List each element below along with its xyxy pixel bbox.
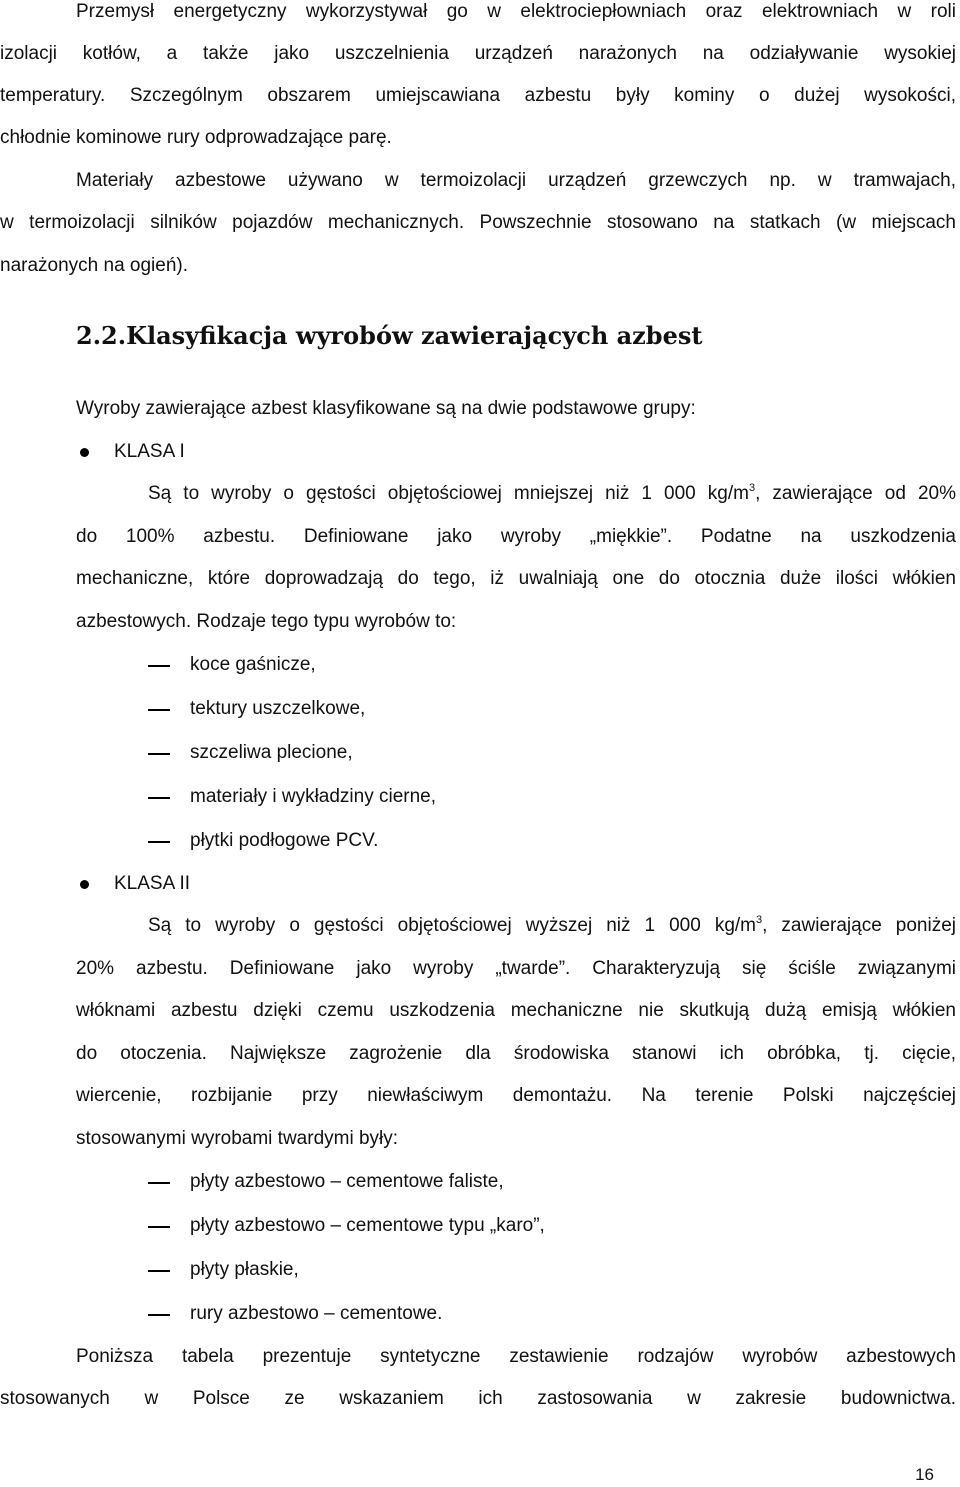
paragraph-line: do otoczenia. Największe zagrożenie dla środowiska stanowi ich obróbka, tj. cięcie,: [76, 1043, 956, 1064]
paragraph-line: w termoizolacji silników pojazdów mechanicznych. Powszechnie stosowano na statkach (w miejscach: [0, 212, 956, 233]
paragraph-line: włóknami azbestu dzięki czemu uszkodzenia mechaniczne nie skutkują dużą emisją włókien: [76, 1000, 956, 1021]
dash-icon: [148, 841, 170, 843]
class-title: KLASA I: [114, 441, 185, 462]
paragraph-line: Przemysł energetyczny wykorzystywał go w elektrociepłowniach oraz elektrowniach w roli: [76, 1, 956, 22]
list-item: płytki podłogowe PCV.: [190, 830, 379, 851]
list-item: rury azbestowo – cementowe.: [190, 1303, 443, 1324]
bullet-icon: [80, 448, 89, 457]
list-item: szczeliwa plecione,: [190, 742, 353, 763]
dash-icon: [148, 753, 170, 755]
dash-icon: [148, 709, 170, 711]
dash-icon: [148, 665, 170, 667]
paragraph-line: Materiały azbestowe używano w termoizolacji urządzeń grzewczych np. w tramwajach,: [76, 170, 956, 191]
list-item: płyty płaskie,: [190, 1259, 299, 1280]
list-item: płyty azbestowo – cementowe faliste,: [190, 1171, 504, 1192]
bullet-icon: [80, 880, 89, 889]
dash-icon: [148, 1226, 170, 1228]
paragraph-line: izolacji kotłów, a także jako uszczelnienia urządzeń narażonych na odziaływanie wysokiej: [0, 43, 956, 64]
paragraph-line: azbestowych. Rodzaje tego typu wyrobów to:: [76, 611, 457, 632]
section-heading: 2.2.Klasyfikacja wyrobów zawierających azbest: [76, 321, 703, 350]
list-item: koce gaśnicze,: [190, 654, 316, 675]
paragraph-line: mechaniczne, które doprowadzają do tego, iż uwalniają one do otocznia duże ilości włókien: [76, 568, 956, 589]
list-item: materiały i wykładziny cierne,: [190, 786, 437, 807]
paragraph-line: temperatury. Szczególnym obszarem umiejscawiana azbestu były kominy o dużej wysokości,: [0, 85, 956, 106]
paragraph-line: wiercenie, rozbijanie przy niewłaściwym demontażu. Na terenie Polski najczęściej: [76, 1085, 956, 1106]
paragraph-line: narażonych na ogień).: [0, 255, 189, 276]
dash-icon: [148, 1182, 170, 1184]
paragraph-line: stosowanymi wyrobami twardymi były:: [76, 1128, 399, 1149]
dash-icon: [148, 1270, 170, 1272]
paragraph-line: do 100% azbestu. Definiowane jako wyroby „miękkie”. Podatne na uszkodzenia: [76, 526, 956, 547]
list-item: tektury uszczelkowe,: [190, 698, 366, 719]
paragraph-line: chłodnie kominowe rury odprowadzające parę.: [0, 127, 392, 148]
paragraph-line: stosowanych w Polsce ze wskazaniem ich zastosowania w zakresie budownictwa.: [0, 1388, 956, 1409]
section-lead: Wyroby zawierające azbest klasyfikowane są na dwie podstawowe grupy:: [76, 398, 696, 419]
dash-icon: [148, 1314, 170, 1316]
page-number: 16: [915, 1465, 934, 1484]
paragraph-line: Są to wyroby o gęstości objętościowej mniejszej niż 1 000 $kg/m^3$, zawierające od 20%: [148, 482, 956, 504]
paragraph-line: Są to wyroby o gęstości objętościowej wyższej niż 1 000 $kg/m^3$, zawierające poniżej: [148, 914, 956, 936]
list-item: płyty azbestowo – cementowe typu „karo”,: [190, 1215, 545, 1236]
paragraph-line: Poniższa tabela prezentuje syntetyczne zestawienie rodzajów wyrobów azbestowych: [76, 1346, 956, 1367]
class-title: KLASA II: [114, 873, 191, 894]
paragraph-line: 20% azbestu. Definiowane jako wyroby „twarde”. Charakteryzują się ściśle związanymi: [76, 958, 956, 979]
dash-icon: [148, 797, 170, 799]
